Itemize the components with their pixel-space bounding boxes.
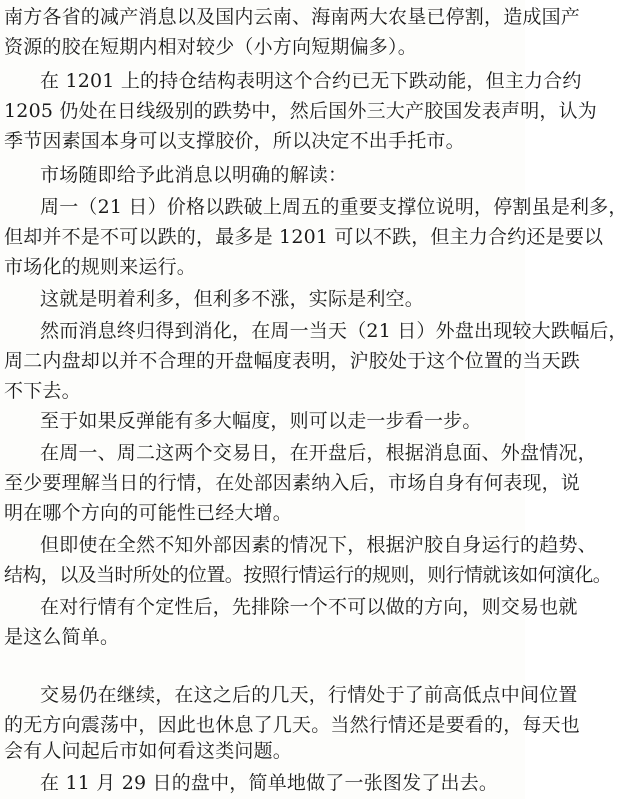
text-line: 资源的胶在短期内相对较少（小方向短期偏多）。	[4, 36, 417, 58]
text-line: 会有人问起后市如何看这类问题。	[4, 740, 293, 762]
text-line: 交易仍在继续，在这之后的几天，行情处于了前高低点中间位置	[40, 684, 578, 706]
text-line: 这就是明着利多，但利多不涨，实际是利空。	[40, 288, 425, 310]
text-line: 在周一、周二这两个交易日，在开盘后，根据消息面、外盘情况，	[40, 442, 597, 464]
paragraph-3	[4, 160, 522, 190]
text-line: 不下去。	[4, 380, 81, 402]
text-line: 1205 仍处在日线级别的跌势中，然后国外三大产胶国发表声明，认为	[4, 100, 597, 122]
text-line: 市场随即给予此消息以明确的解读：	[40, 164, 348, 186]
paragraph-5	[4, 284, 522, 314]
paragraph-6	[4, 316, 628, 406]
paragraph-2	[4, 66, 597, 156]
text-line: 是这么简单。	[4, 626, 120, 648]
text-line: 至于如果反弹能有多大幅度，则可以走一步看一步。	[40, 410, 482, 432]
paragraph-7	[4, 406, 522, 436]
text-line: 南方各省的减产消息以及国内云南、海南两大农垦已停割，造成国产	[4, 6, 581, 28]
text-line: 然而消息终归得到消化，在周一当天（21 日）外盘出现较大跌幅后，	[40, 320, 628, 342]
paragraph-9	[4, 530, 612, 590]
text-line: 周二内盘却以并不合理的开盘幅度表明，沪胶处于这个位置的当天跌	[4, 350, 581, 372]
text-line: 周一（21 日）价格以跌破上周五的重要支撑位说明，停割虽是利多，	[40, 196, 628, 218]
text-line: 在对行情有个定性后，先排除一个不可以做的方向，则交易也就	[40, 596, 578, 618]
text-line: 但即使在全然不知外部因素的情况下，根据沪胶自身运行的趋势、	[40, 534, 597, 556]
text-line: 在 11 月 29 日的盘中，简单地做了一张图发了出去。	[40, 772, 499, 794]
paragraph-12	[4, 768, 522, 798]
paragraph-8	[4, 438, 597, 528]
text-line: 的无方向震荡中，因此也休息了几天。当然行情还是要看的，每天也	[4, 714, 581, 736]
paragraph-10	[4, 592, 578, 652]
text-line: 结构，以及当时所处的位置。按照行情运行的规则，则行情就该如何演化。	[4, 564, 612, 586]
paragraph-4	[4, 192, 628, 282]
text-line: 在 1201 上的持仓结构表明这个合约已无下跌动能，但主力合约	[40, 70, 582, 92]
paragraph-11	[4, 680, 581, 766]
text-line: 明在哪个方向的可能性已经大增。	[4, 502, 293, 524]
text-line: 至少要理解当日的行情，在处部因素纳入后，市场自身有何表现，说	[4, 472, 581, 494]
text-line: 但却并不是不可以跌的，最多是 1201 可以不跌，但主力合约还是要以	[4, 226, 604, 248]
paragraph-1	[4, 2, 581, 62]
text-line: 季节因素国本身可以支撑胶价，所以决定不出手托市。	[4, 130, 465, 152]
text-line: 市场化的规则来运行。	[4, 256, 197, 278]
